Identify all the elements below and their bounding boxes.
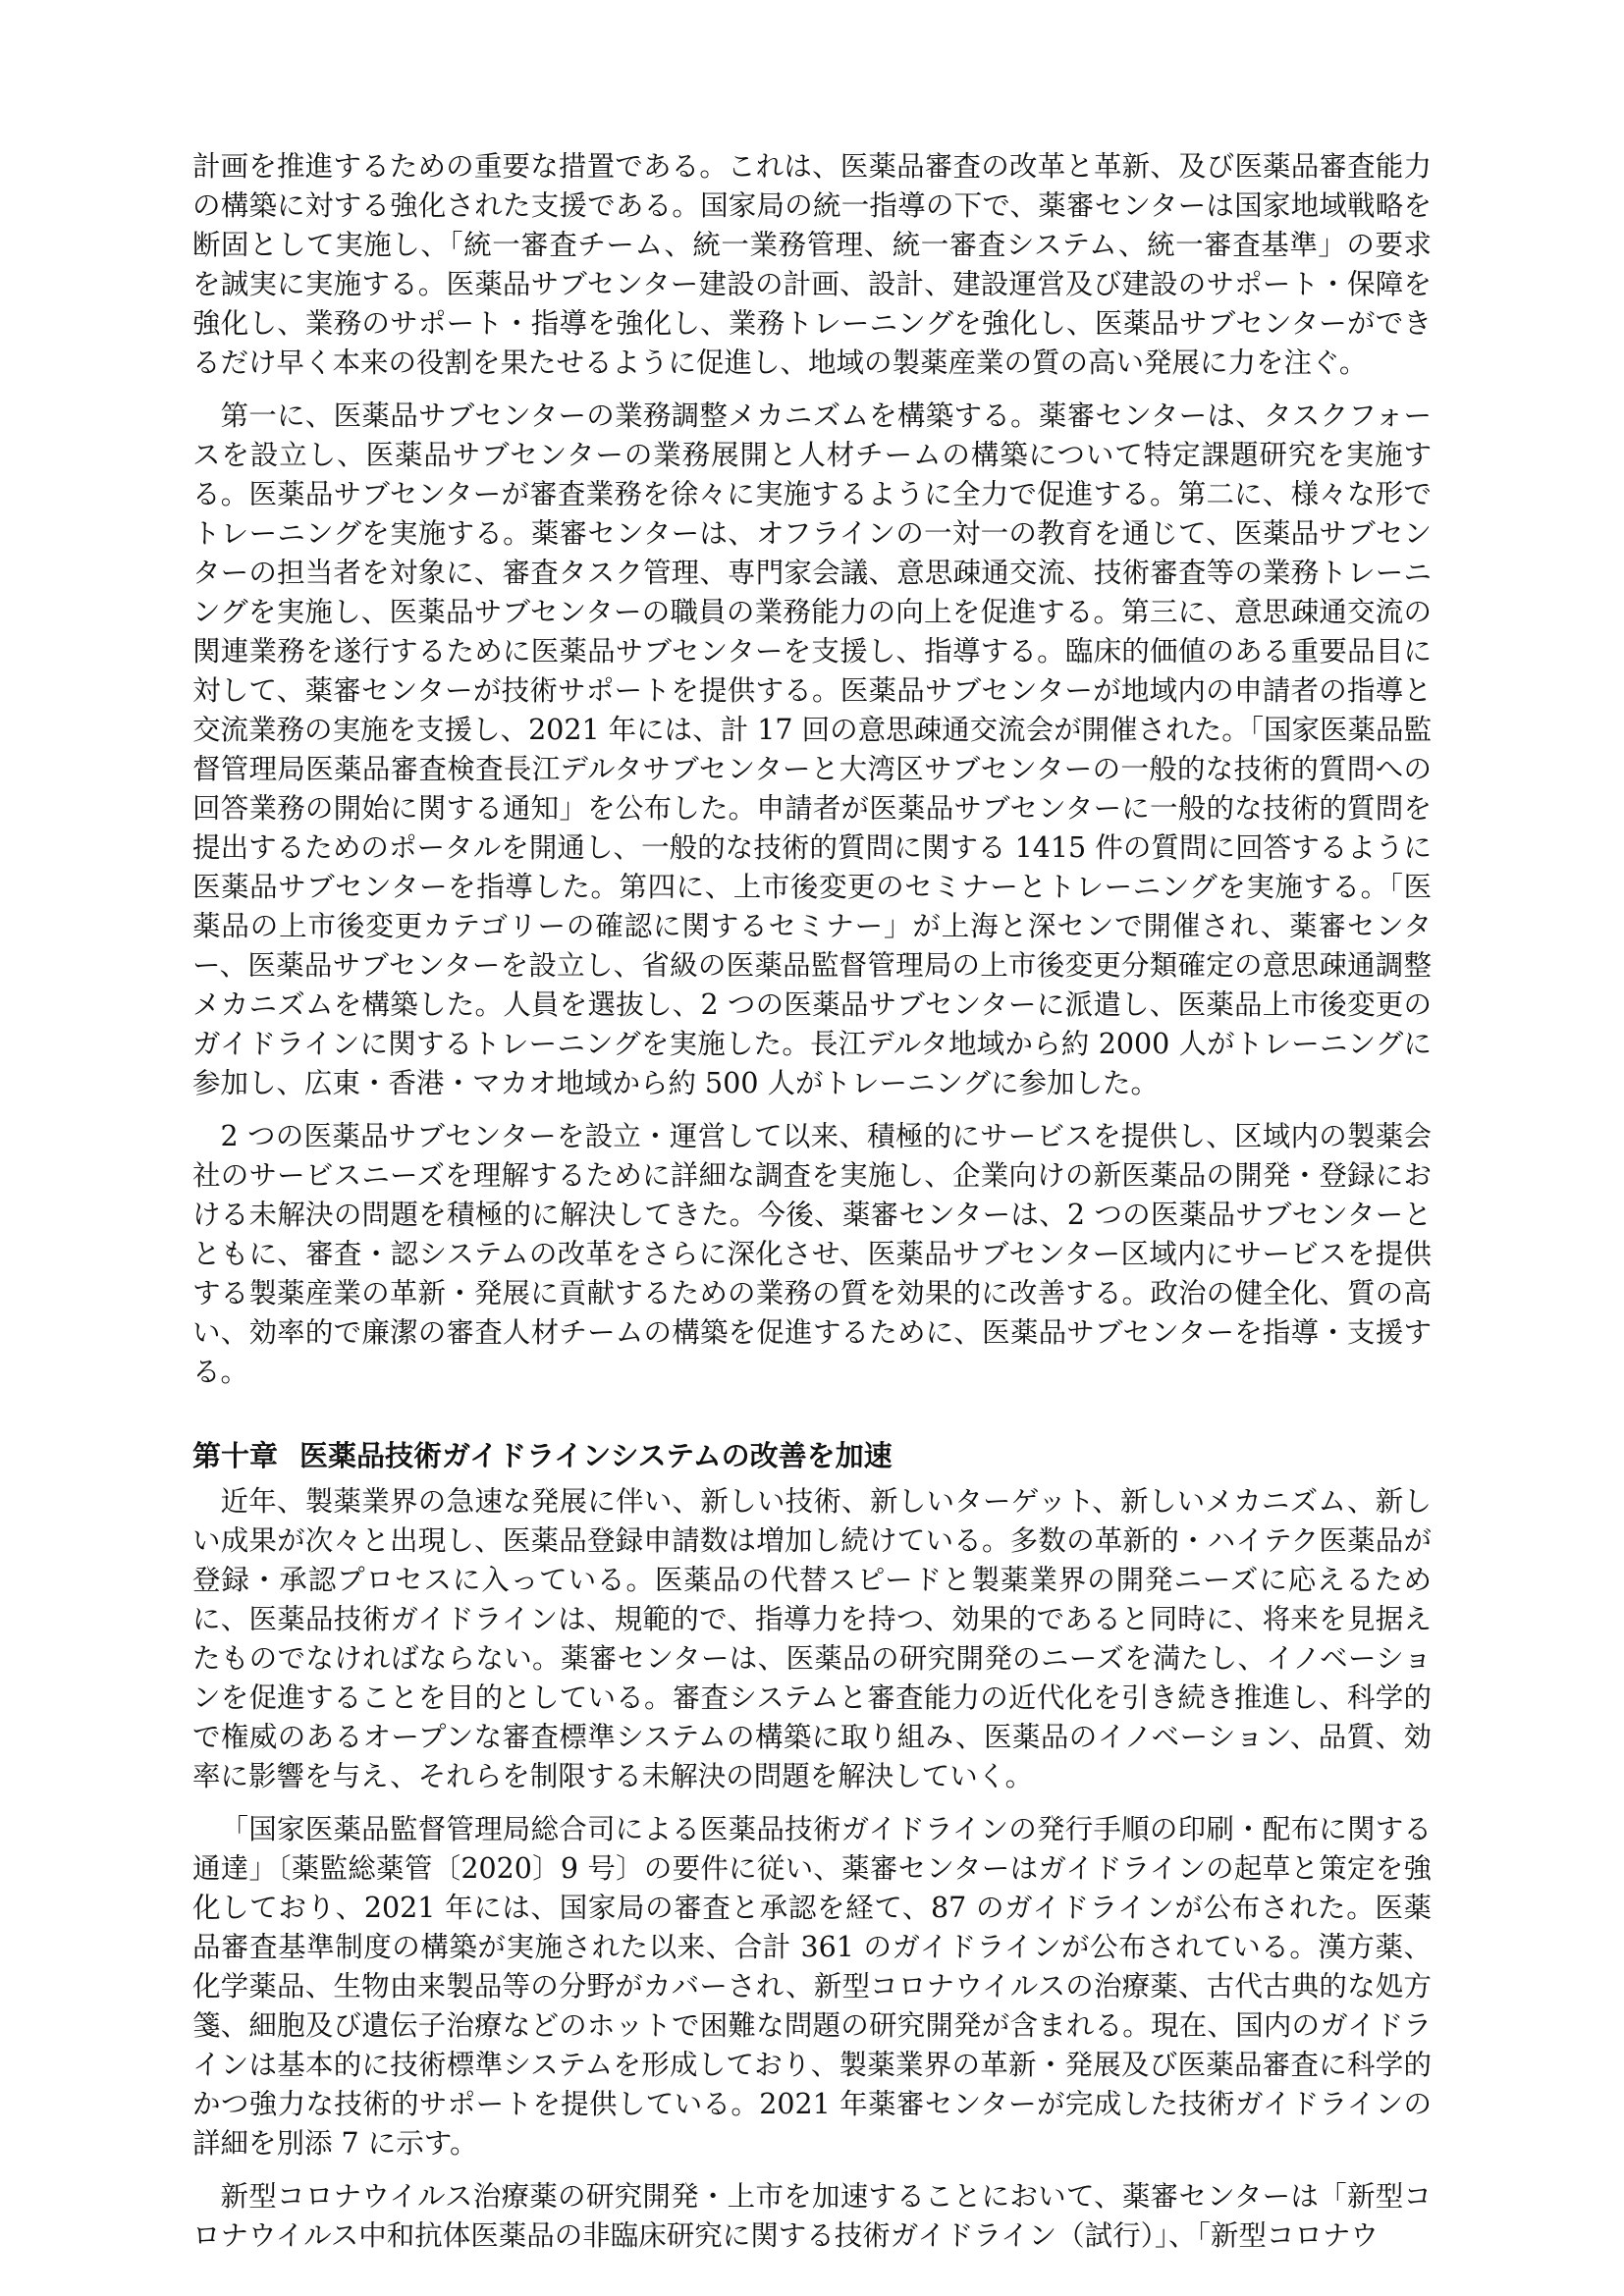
chapter-number: 第十章	[192, 1439, 279, 1472]
paragraph-subcenter-service: 2 つの医薬品サブセンターを設立・運営して以来、積極的にサービスを提供し、区域内の製薬会社のサービスニーズを理解するために詳細な調査を実施し、企業向けの新医薬品の開発・登録における未解決の問題を積極的に解決してきた。今後、薬審センターは、2 つの医薬品サブセンターとともに、審査・認システムの改革をさらに深化させ、医薬品サブセンター区域内にサービスを提供する製薬産業の革新・発展に貢献するための業務の質を効果的に改善する。政治の健全化、質の高い、効率的で廉潔の審査人材チームの構築を促進するために、医薬品サブセンターを指導・支援する。	[192, 1120, 1432, 1388]
chapter-heading	[192, 1435, 1432, 1476]
paragraph-subcenter-mechanism: 第一に、医薬品サブセンターの業務調整メカニズムを構築する。薬審センターは、タスクフォースを設立し、医薬品サブセンターの業務展開と人材チームの構築について特定課題研究を実施する。医薬品サブセンターが審査業務を徐々に実施するように全力で促進する。第二に、様々な形でトレーニングを実施する。薬審センターは、オフラインの一対一の教育を通じて、医薬品サブセンターの担当者を対象に、審査タスク管理、専門家会議、意思疎通交流、技術審査等の業務トレーニングを実施し、医薬品サブセンターの職員の業務能力の向上を促進する。第三に、意思疎通交流の関連業務を遂行するために医薬品サブセンターを支援し、指導する。臨床的価値のある重要品目に対して、薬審センターが技術サポートを提供する。医薬品サブセンターが地域内の申請者の指導と交流業務の実施を支援し、2021 年には、計 17 回の意思疎通交流会が開催された。「国家医薬品監督管理局医薬品審査検査長江デルタサブセンターと大湾区サブセンターの一般的な技術的質問への回答業務の開始に関する通知」を公布した。申請者が医薬品サブセンターに一般的な技術的質問を提出するためのポータルを開通し、一般的な技術的質問に関する 1415 件の質問に回答するように医薬品サブセンターを指導した。第四に、上市後変更のセミナーとトレーニングを実施する。「医薬品の上市後変更カテゴリーの確認に関するセミナー」が上海と深センで開催され、薬審センター、医薬品サブセンターを設立し、省級の医薬品監督管理局の上市後変更分類確定の意思疎通調整メカニズムを構築した。人員を選抜し、2 つの医薬品サブセンターに派遣し、医薬品上市後変更のガイドラインに関するトレーニングを実施した。長江デルタ地域から約 2000 人がトレーニングに参加し、広東・香港・マカオ地域から約 500 人がトレーニングに参加した。	[192, 400, 1432, 1099]
paragraph-guideline-publication: 「国家医薬品監督管理局総合司による医薬品技術ガイドラインの発行手順の印刷・配布に関する通達」〔薬監総薬管〔2020〕9 号〕の要件に従い、薬審センターはガイドラインの起草と策定を強化しており、2021 年には、国家局の審査と承認を経て、87 のガイドラインが公布された。医薬品審査基準制度の構築が実施された以来、合計 361 のガイドラインが公布されている。漢方薬、化学薬品、生物由来製品等の分野がカバーされ、新型コロナウイルスの治療薬、古代古典的な処方箋、細胞及び遺伝子治療などのホットで困難な問題の研究開発が含まれる。現在、国内のガイドラインは基本的に技術標準システムを形成しており、製薬業界の革新・発展及び医薬品審査に科学的かつ強力な技術的サポートを提供している。2021 年薬審センターが完成した技術ガイドラインの詳細を別添 7 に示す。	[192, 1813, 1432, 2160]
document-page	[192, 147, 1432, 2269]
paragraph-guideline-background: 近年、製薬業界の急速な発展に伴い、新しい技術、新しいターゲット、新しいメカニズム、新しい成果が次々と出現し、医薬品登録申請数は増加し続けている。多数の革新的・ハイテク医薬品が登録・承認プロセスに入っている。医薬品の代替スピードと製薬業界の開発ニーズに応えるために、医薬品技術ガイドラインは、規範的で、指導力を持つ、効果的であると同時に、将来を見据えたものでなければならない。薬審センターは、医薬品の研究開発のニーズを満たし、イノベーションを促進することを目的としている。審査システムと審査能力の近代化を引き続き推進し、科学的で権威のあるオープンな審査標準システムの構築に取り組み、医薬品のイノベーション、品質、効率に影響を与え、それらを制限する未解決の問題を解決していく。	[192, 1485, 1432, 1792]
paragraph-continuation: 計画を推進するための重要な措置である。これは、医薬品審査の改革と革新、及び医薬品審査能力の構築に対する強化された支援である。国家局の統一指導の下で、薬審センターは国家地域戦略を断固として実施し、「統一審査チーム、統一業務管理、統一審査システム、統一審査基準」の要求を誠実に実施する。医薬品サブセンター建設の計画、設計、建設運営及び建設のサポート・保障を強化し、業務のサポート・指導を強化し、業務トレーニングを強化し、医薬品サブセンターができるだけ早く本来の役割を果たせるように促進し、地域の製薬産業の質の高い発展に力を注ぐ。	[192, 150, 1432, 379]
paragraph-covid-guideline: 新型コロナウイルス治療薬の研究開発・上市を加速することにおいて、薬審センターは「新型コロナウイルス中和抗体医薬品の非臨床研究に関する技術ガイドライン（試行）」、「新型コロナウ	[192, 2180, 1432, 2252]
chapter-title: 医薬品技術ガイドラインシステムの改善を加速	[299, 1439, 893, 1472]
